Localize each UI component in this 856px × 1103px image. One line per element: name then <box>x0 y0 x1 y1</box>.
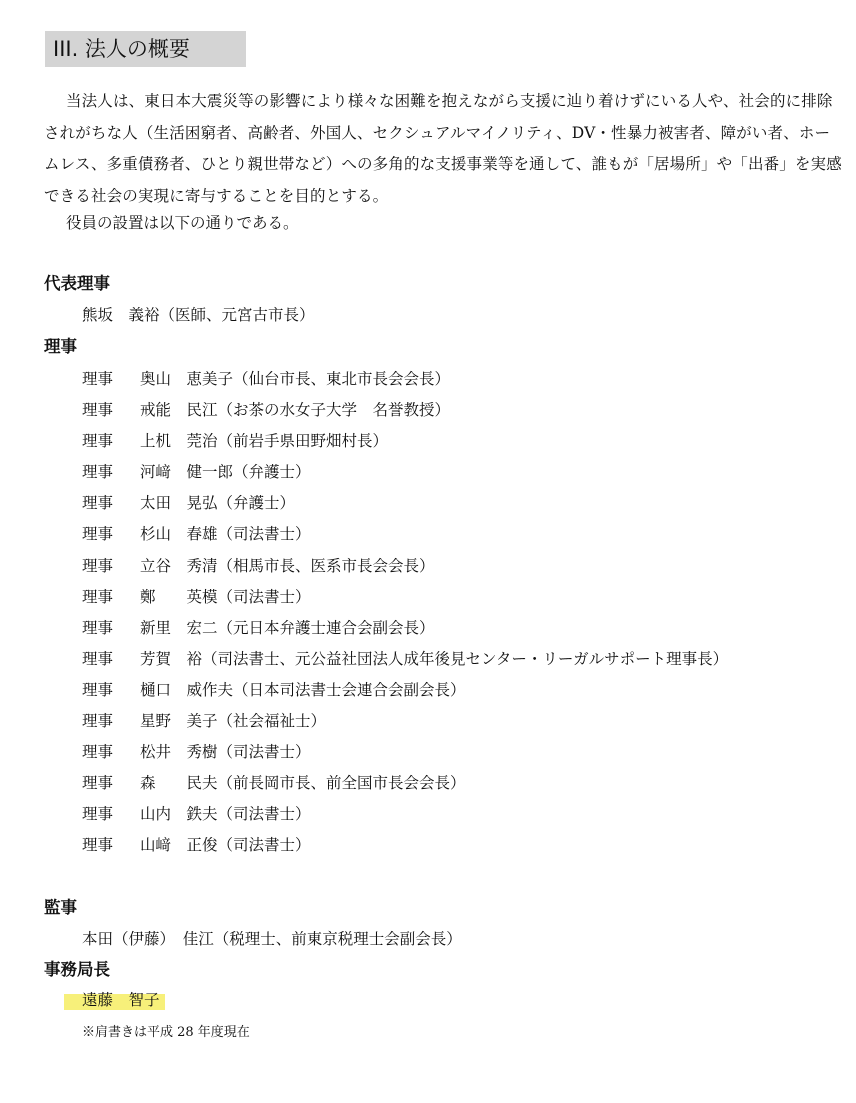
board-member <box>82 367 728 398</box>
member-role: 理事 <box>82 805 114 824</box>
member-detail: （司法書士） <box>217 587 311 606</box>
member-detail: （前岩手県田野畑村長） <box>217 432 389 451</box>
member-name: 山﨑 正俊 <box>140 836 218 855</box>
member-role: 理事 <box>82 836 114 855</box>
member-role: 理事 <box>82 587 114 606</box>
member-role: 理事 <box>82 556 114 575</box>
member-detail: （司法書士） <box>217 805 311 824</box>
member-name: 樋口 威作夫 <box>140 680 234 699</box>
member-detail: （仙台市長、東北市長会会長） <box>233 370 451 388</box>
member-detail: （弁護士） <box>217 494 296 513</box>
member-name: 星野 美子 <box>140 712 218 731</box>
member-name: 立谷 秀清 <box>140 556 218 575</box>
member-role: 理事 <box>82 432 114 451</box>
member-detail: （司法書士） <box>217 743 311 762</box>
member-role: 理事 <box>82 494 114 513</box>
board-member <box>82 833 728 864</box>
board-member <box>82 771 728 802</box>
auditor-name: 本田（伊藤） 佳江 <box>82 930 214 948</box>
auditor-detail: （税理士、前東京税理士会副会長） <box>213 930 462 948</box>
board-member <box>82 398 728 429</box>
intro-note: 役員の設置は以下の通りである。 <box>66 214 299 232</box>
member-detail: （元日本弁護士連合会副会長） <box>217 618 435 637</box>
member-name: 山内 鉄夫 <box>140 805 218 824</box>
member-name: 松井 秀樹 <box>140 743 218 762</box>
member-detail: （司法書士、元公益社団法人成年後見センター・リーガルサポート理事長） <box>202 649 729 668</box>
representative-heading: 代表理事 <box>44 274 110 293</box>
member-role: 理事 <box>82 649 114 668</box>
member-name: 新里 宏二 <box>140 618 218 637</box>
member-role: 理事 <box>82 774 114 793</box>
member-role: 理事 <box>82 712 114 731</box>
member-role: 理事 <box>82 743 114 762</box>
board-member <box>82 491 728 522</box>
auditor-heading: 監事 <box>44 898 77 917</box>
member-name: 奥山 恵美子 <box>140 370 234 388</box>
board-heading: 理事 <box>44 337 77 356</box>
member-detail: （社会福祉士） <box>217 712 327 731</box>
member-detail: （司法書士） <box>217 836 311 855</box>
board-member-list <box>82 367 728 865</box>
member-detail: （弁護士） <box>233 463 311 482</box>
board-member <box>82 616 728 647</box>
board-member <box>82 429 728 460</box>
auditor-entry <box>82 927 462 951</box>
board-member <box>82 585 728 616</box>
member-name: 鄭 英模 <box>140 587 218 606</box>
secretary-general-name: 遠藤 智子 <box>82 991 160 1009</box>
member-role: 理事 <box>82 463 114 482</box>
member-role: 理事 <box>82 401 114 420</box>
member-name: 芳賀 裕 <box>140 649 203 668</box>
intro-paragraph: 当法人は、東日本大震災等の影響により様々な困難を抱えながら支援に辿り着けずにいる人や、社会的に排除されがちな人（生活困窮者、高齢者、外国人、セクシュアルマイノリティ、DV・性暴力被害者、障がい者、ホームレス、多重債務者、ひとり親世帯など）への多角的な支援事業等を通して、誰もが「居場所」や「出番」を実感できる社会の実現に寄与することを目的とする。 <box>44 92 842 205</box>
footnote: ※肩書きは平成 28 年度現在 <box>82 1025 250 1040</box>
member-name: 上机 莞治 <box>140 432 218 451</box>
representative-name: 熊坂 義裕 <box>82 306 160 324</box>
board-member <box>82 802 728 833</box>
section-title: III. 法人の概要 <box>45 31 246 67</box>
member-name: 太田 晃弘 <box>140 494 218 513</box>
board-member <box>82 522 728 553</box>
member-detail: （前長岡市長、前全国市長会会長） <box>217 774 466 793</box>
member-name: 河﨑 健一郎 <box>140 463 234 482</box>
member-role: 理事 <box>82 525 114 544</box>
board-member <box>82 460 728 491</box>
board-member <box>82 647 728 678</box>
representative-entry <box>82 303 315 327</box>
member-role: 理事 <box>82 370 114 388</box>
member-detail: （司法書士） <box>217 525 311 544</box>
member-detail: （日本司法書士会連合会副会長） <box>233 680 466 699</box>
member-detail: （お茶の水女子大学 名誉教授） <box>217 401 451 420</box>
member-name: 戒能 民江 <box>140 401 218 420</box>
board-member <box>82 740 728 771</box>
member-detail: （相馬市長、医系市長会会長） <box>217 556 435 575</box>
board-member <box>82 678 728 709</box>
member-name: 杉山 春雄 <box>140 525 218 544</box>
secretary-general-heading: 事務局長 <box>44 960 110 979</box>
board-member <box>82 554 728 585</box>
member-role: 理事 <box>82 680 114 699</box>
representative-detail: （医師、元宮古市長） <box>159 306 315 324</box>
member-role: 理事 <box>82 618 114 637</box>
member-name: 森 民夫 <box>140 774 218 793</box>
board-member <box>82 709 728 740</box>
